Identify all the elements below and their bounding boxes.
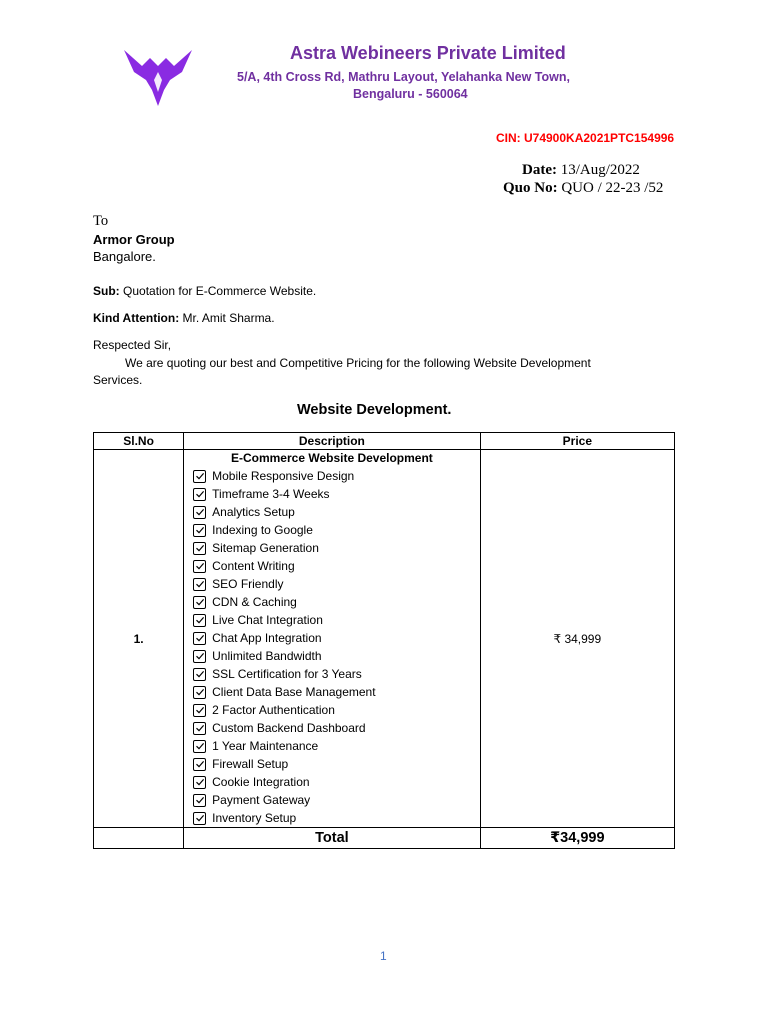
subject-line bbox=[93, 284, 316, 298]
feature-label: Sitemap Generation bbox=[212, 541, 319, 555]
feature-item bbox=[184, 521, 480, 539]
checkbox-checked-icon bbox=[193, 794, 206, 807]
subject-text: Quotation for E-Commerce Website. bbox=[123, 284, 317, 298]
table-header-row bbox=[94, 433, 675, 450]
feature-label: Indexing to Google bbox=[212, 523, 313, 537]
feature-item bbox=[184, 647, 480, 665]
quo-label: Quo No: bbox=[503, 180, 558, 196]
quotation-number-line bbox=[503, 180, 663, 197]
company-logo bbox=[120, 44, 196, 108]
feature-item bbox=[184, 737, 480, 755]
feature-item bbox=[184, 629, 480, 647]
checkbox-checked-icon bbox=[193, 488, 206, 501]
feature-label: SSL Certification for 3 Years bbox=[212, 667, 362, 681]
feature-item bbox=[184, 701, 480, 719]
checkbox-checked-icon bbox=[193, 704, 206, 717]
feature-label: Cookie Integration bbox=[212, 775, 310, 789]
total-row bbox=[94, 828, 675, 849]
total-value: ₹34,999 bbox=[480, 828, 674, 849]
company-name: Astra Webineers Private Limited bbox=[290, 43, 566, 63]
checkbox-checked-icon bbox=[193, 524, 206, 537]
attention-label: Kind Attention: bbox=[93, 311, 180, 325]
feature-label: Inventory Setup bbox=[212, 811, 297, 825]
company-address-line1: 5/A, 4th Cross Rd, Mathru Layout, Yelahanka New Town, bbox=[237, 70, 570, 84]
checkbox-checked-icon bbox=[193, 542, 206, 555]
feature-item bbox=[184, 575, 480, 593]
feature-label: Mobile Responsive Design bbox=[212, 469, 355, 483]
checkbox-checked-icon bbox=[193, 758, 206, 771]
subject-label: Sub: bbox=[93, 284, 120, 298]
feature-label: Analytics Setup bbox=[212, 505, 295, 519]
checkbox-checked-icon bbox=[193, 812, 206, 825]
feature-label: SEO Friendly bbox=[212, 577, 284, 591]
feature-item bbox=[184, 809, 480, 827]
feature-label: 2 Factor Authentication bbox=[212, 703, 335, 717]
feature-label: Firewall Setup bbox=[212, 757, 289, 771]
letter-body-line1: We are quoting our best and Competitive Pricing for the following Website Development bbox=[125, 356, 591, 370]
feature-item bbox=[184, 539, 480, 557]
feature-item bbox=[184, 593, 480, 611]
page-number: 1 bbox=[380, 949, 387, 963]
feature-label: Content Writing bbox=[212, 559, 295, 573]
feature-label: CDN & Caching bbox=[212, 595, 297, 609]
salutation: Respected Sir, bbox=[93, 338, 172, 352]
checkbox-checked-icon bbox=[193, 614, 206, 627]
date-label: Date: bbox=[522, 162, 557, 178]
feature-label: Unlimited Bandwidth bbox=[212, 649, 322, 663]
row-price: ₹ 34,999 bbox=[480, 450, 674, 828]
feature-item bbox=[184, 683, 480, 701]
row-title: E-Commerce Website Development bbox=[230, 451, 433, 465]
feature-label: Custom Backend Dashboard bbox=[212, 721, 366, 735]
table-row bbox=[94, 450, 675, 828]
section-title: Website Development. bbox=[297, 402, 452, 418]
feature-list bbox=[184, 467, 480, 827]
header-price: Price bbox=[480, 433, 674, 450]
feature-item bbox=[184, 719, 480, 737]
feature-item bbox=[184, 665, 480, 683]
total-empty-cell bbox=[94, 828, 184, 849]
checkbox-checked-icon bbox=[193, 506, 206, 519]
feature-item bbox=[184, 467, 480, 485]
header-description: Description bbox=[184, 433, 481, 450]
feature-label: Client Data Base Management bbox=[212, 685, 376, 699]
checkbox-checked-icon bbox=[193, 632, 206, 645]
feature-label: Chat App Integration bbox=[212, 631, 322, 645]
checkbox-checked-icon bbox=[193, 776, 206, 789]
recipient-name: Armor Group bbox=[93, 232, 175, 247]
feature-item bbox=[184, 611, 480, 629]
feature-item bbox=[184, 791, 480, 809]
feature-label: Live Chat Integration bbox=[212, 613, 323, 627]
quo-value: QUO / 22-23 /52 bbox=[561, 180, 664, 196]
letter-body-line2: Services. bbox=[93, 373, 143, 387]
quotation-table bbox=[93, 432, 675, 849]
checkbox-checked-icon bbox=[193, 740, 206, 753]
feature-item bbox=[184, 755, 480, 773]
checkbox-checked-icon bbox=[193, 650, 206, 663]
header-sl-no: Sl.No bbox=[94, 433, 184, 450]
to-label: To bbox=[93, 213, 109, 229]
attention-line bbox=[93, 311, 275, 325]
date-value: 13/Aug/2022 bbox=[560, 162, 640, 178]
checkbox-checked-icon bbox=[193, 722, 206, 735]
cin-number: CIN: U74900KA2021PTC154996 bbox=[496, 131, 675, 145]
feature-label: Payment Gateway bbox=[212, 793, 311, 807]
total-label: Total bbox=[184, 828, 481, 849]
feature-item bbox=[184, 773, 480, 791]
checkbox-checked-icon bbox=[193, 686, 206, 699]
feature-item bbox=[184, 503, 480, 521]
feature-item bbox=[184, 557, 480, 575]
checkbox-checked-icon bbox=[193, 560, 206, 573]
feature-label: Timeframe 3-4 Weeks bbox=[212, 487, 330, 501]
checkbox-checked-icon bbox=[193, 578, 206, 591]
recipient-city: Bangalore. bbox=[93, 249, 156, 264]
attention-text: Mr. Amit Sharma. bbox=[182, 311, 275, 325]
checkbox-checked-icon bbox=[193, 596, 206, 609]
row-sl-no: 1. bbox=[94, 450, 184, 828]
date-line bbox=[522, 162, 640, 179]
company-address-line2: Bengaluru - 560064 bbox=[353, 87, 468, 101]
checkbox-checked-icon bbox=[193, 470, 206, 483]
feature-label: 1 Year Maintenance bbox=[212, 739, 319, 753]
row-description bbox=[184, 450, 481, 828]
checkbox-checked-icon bbox=[193, 668, 206, 681]
feature-item bbox=[184, 485, 480, 503]
